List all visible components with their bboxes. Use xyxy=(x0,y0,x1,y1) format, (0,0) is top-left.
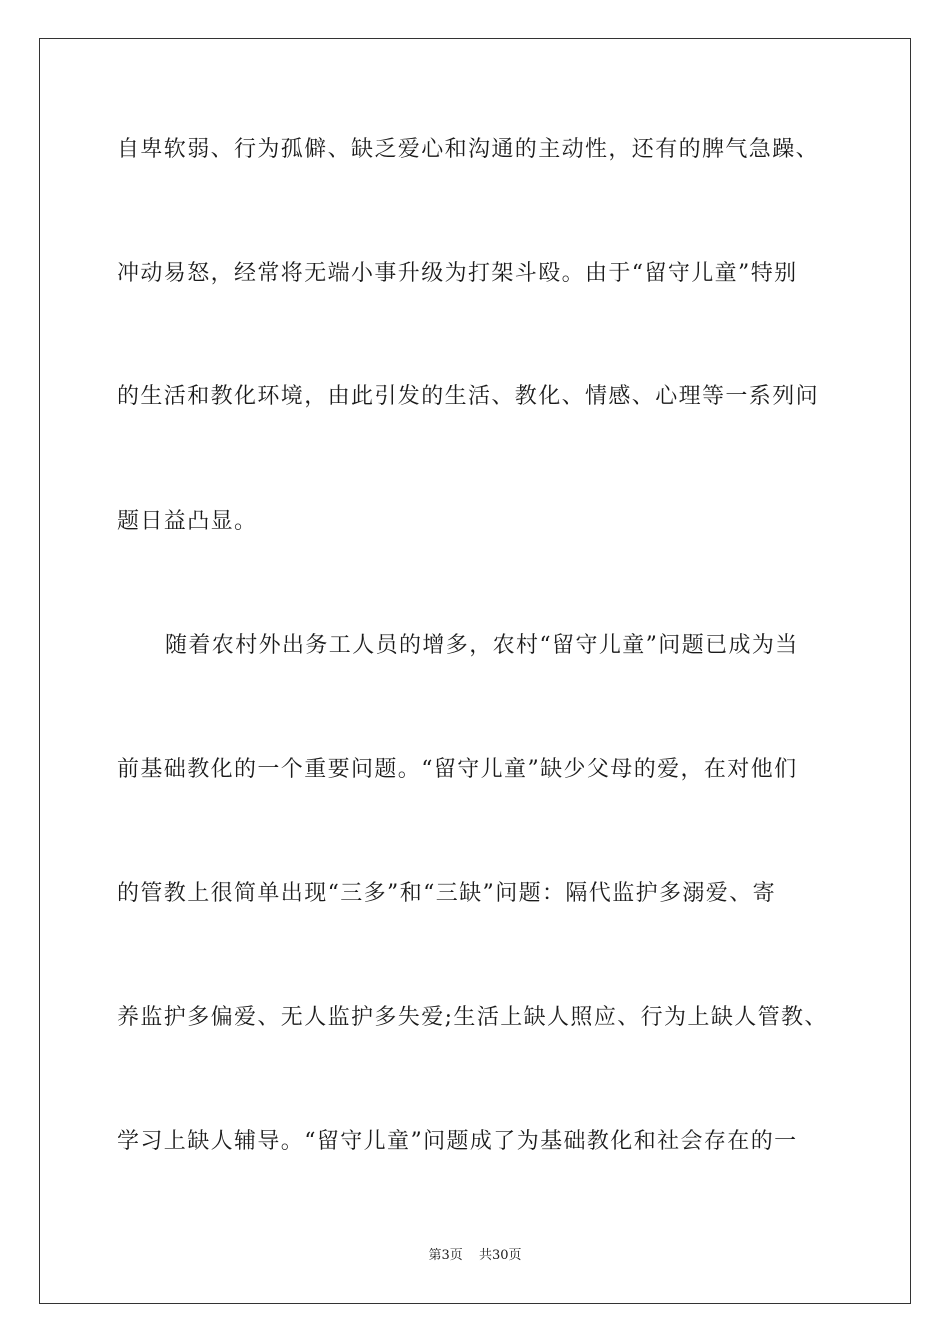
text-line-9: 学习上缺人辅导。“留守儿童”问题成了为基础教化和社会存在的一 xyxy=(117,1129,798,1154)
page-border xyxy=(39,38,911,1304)
text-line-6: 前基础教化的一个重要问题。“留守儿童”缺少父母的爱，在对他们 xyxy=(117,757,798,782)
text-line-1: 自卑软弱、行为孤僻、缺乏爱心和沟通的主动性，还有的脾气急躁、 xyxy=(117,137,820,162)
page-footer xyxy=(0,1248,950,1264)
text-line-8: 养监护多偏爱、无人监护多失爱;生活上缺人照应、行为上缺人管教、 xyxy=(117,1005,828,1030)
text-line-4: 题日益凸显。 xyxy=(117,509,258,534)
text-line-7: 的管教上很简单出现“三多”和“三缺”问题：隔代监护多溺爱、寄 xyxy=(117,881,776,906)
text-line-2: 冲动易怒，经常将无端小事升级为打架斗殴。由于“留守儿童”特别 xyxy=(117,261,798,286)
text-line-5-paragraph-start: 随着农村外出务工人员的增多，农村“留守儿童”问题已成为当 xyxy=(165,633,799,658)
text-line-3: 的生活和教化环境，由此引发的生活、教化、情感、心理等一系列问 xyxy=(117,384,820,409)
page-number: 第3页 xyxy=(428,1248,463,1263)
page-total: 共30页 xyxy=(478,1248,522,1263)
